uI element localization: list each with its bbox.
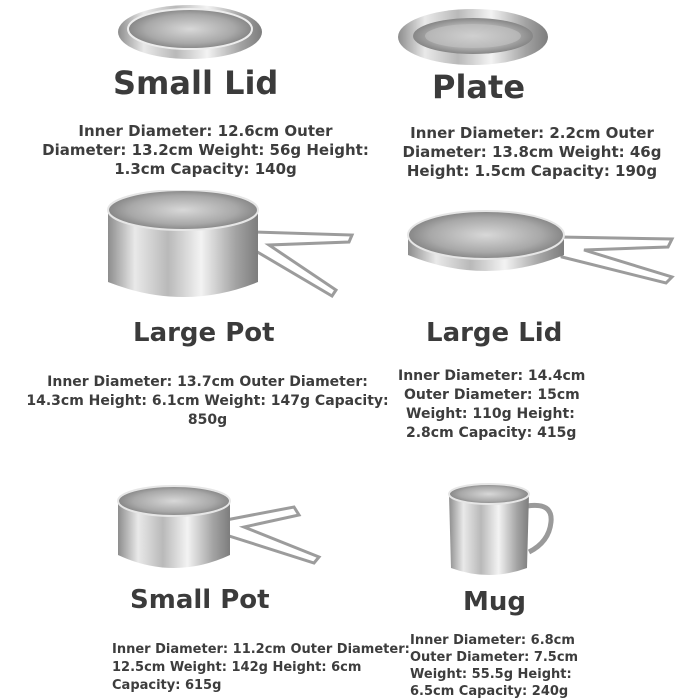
spec-line: Weight: 55.5g Height: (410, 667, 572, 682)
large-lid-title: Large Lid (426, 318, 563, 348)
small-lid-image (115, 2, 265, 62)
spec-line: Inner Diameter: 11.2cm Outer Diameter: (112, 642, 410, 657)
spec-line: Inner Diameter: 13.7cm Outer Diameter: (47, 374, 368, 390)
spec-line: 1.3cm Capacity: 140g (114, 160, 297, 178)
spec-line: Inner Diameter: 12.6cm Outer (78, 122, 333, 140)
spec-line: Height: 1.5cm Capacity: 190g (406, 162, 658, 180)
spec-line: 6.5cm Capacity: 240g (410, 684, 569, 699)
spec-line: Inner Diameter: 14.4cm (398, 368, 586, 384)
mug-image (445, 482, 560, 582)
small-pot-image (114, 485, 324, 575)
spec-line: Outer Diameter: 7.5cm (410, 650, 579, 665)
small-pot-specs (112, 641, 410, 695)
small-lid-specs (18, 122, 393, 179)
plate-title: Plate (432, 68, 526, 106)
mug-title: Mug (463, 587, 526, 617)
large-pot-title: Large Pot (133, 318, 275, 348)
plate-specs (382, 124, 682, 181)
spec-line: Diameter: 13.2cm Weight: 56g Height: (42, 141, 369, 159)
spec-line: Weight: 110g Height: (406, 406, 575, 422)
spec-line: 14.3cm Height: 6.1cm Weight: 147g Capacity: (26, 393, 389, 409)
spec-line: Inner Diameter: 2.2cm Outer (410, 124, 654, 142)
small-pot-title: Small Pot (130, 585, 270, 615)
spec-line: 2.8cm Capacity: 415g (406, 425, 577, 441)
mug-specs (410, 632, 610, 700)
large-pot-image (104, 190, 359, 305)
spec-line: 850g (187, 412, 228, 428)
large-lid-image (404, 205, 679, 287)
small-lid-title: Small Lid (113, 64, 279, 102)
spec-line: 12.5cm Weight: 142g Height: 6cm (112, 660, 362, 675)
spec-line: Diameter: 13.8cm Weight: 46g (402, 143, 662, 161)
plate-image (396, 6, 551, 68)
spec-line: Inner Diameter: 6.8cm (410, 633, 575, 648)
large-lid-specs (398, 367, 658, 443)
spec-line: Outer Diameter: 15cm (404, 387, 580, 403)
spec-line: Capacity: 615g (112, 678, 222, 693)
large-pot-specs (10, 373, 405, 430)
